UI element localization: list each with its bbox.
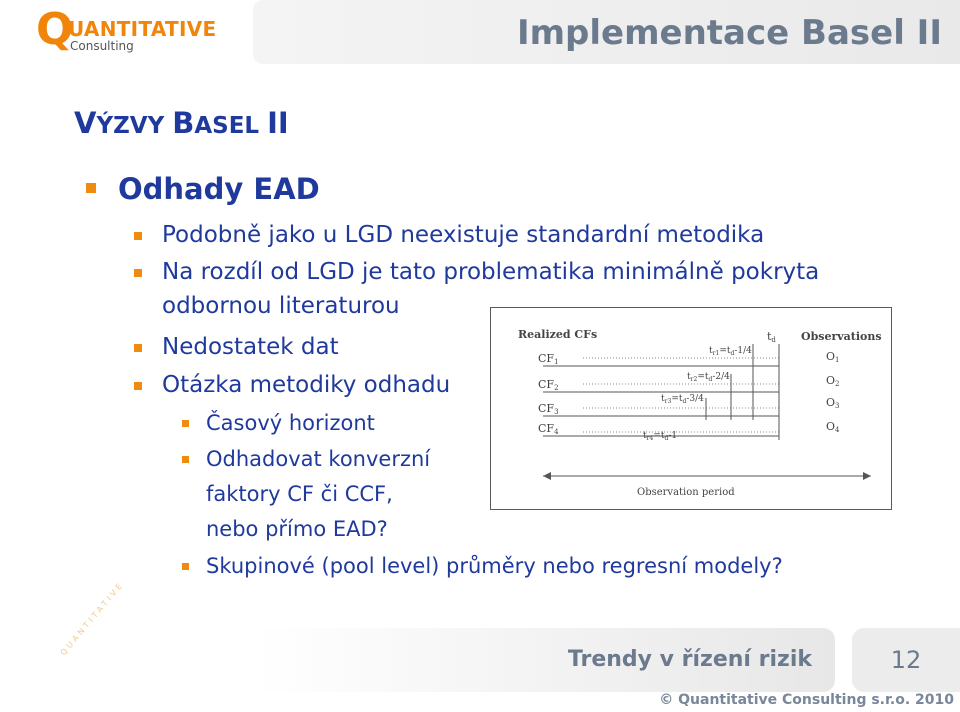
- fig-right-title: Observations: [801, 330, 882, 343]
- bullet-item: Podobně jako u LGD neexistuje standardní metodika: [162, 222, 765, 248]
- sub-bullet-continuation: faktory CF či CCF,: [206, 482, 393, 506]
- page-number: 12: [890, 646, 922, 674]
- company-logo: [36, 4, 236, 58]
- obs-label-3: O3: [826, 396, 840, 410]
- footer-title: Trendy v řízení rizik: [567, 647, 812, 672]
- obs-label-1: O1: [826, 350, 840, 364]
- cf-label-4: CF4: [538, 422, 559, 436]
- obs-label-4: O4: [826, 420, 840, 434]
- bullet-odhady-ead: Odhady EAD: [118, 172, 320, 206]
- figure-diagram: [491, 308, 891, 509]
- watermark-logo: [40, 560, 160, 660]
- sub-bullet-item: Časový horizont: [206, 411, 375, 435]
- bullet-item-continuation: odbornou literaturou: [162, 293, 400, 319]
- cf-label-1: CF1: [538, 352, 559, 366]
- logo-subtitle: Consulting: [70, 39, 134, 53]
- bullet-marker: [182, 456, 189, 463]
- sub-bullet-item: Skupinové (pool level) průměry nebo regresní modely?: [206, 554, 783, 578]
- watermark-text: QUANTITATIVE: [58, 579, 126, 658]
- bullet-marker: [182, 563, 189, 570]
- bullet-marker: [134, 232, 142, 240]
- period-arrow-left: [543, 472, 551, 480]
- t-label-1: $t_{r1}=t_d-1/4$: [709, 346, 752, 357]
- t-label-3: $t_{r3}=t_d-3/4$: [661, 394, 704, 405]
- bullet-marker: [134, 382, 142, 390]
- bullet-item: Otázka metodiky odhadu: [162, 372, 451, 398]
- logo-initial: Q: [36, 4, 74, 55]
- bullet-marker: [182, 420, 189, 427]
- logo-word: UANTITATIVE: [68, 17, 217, 41]
- bullet-marker: [134, 344, 142, 352]
- period-label: Observation period: [637, 487, 735, 498]
- period-arrow-right: [863, 472, 871, 480]
- fig-td-label: td: [767, 330, 776, 344]
- t-label-4: $t_{r4}=t_d-1$: [643, 431, 678, 442]
- bullet-marker: [86, 183, 96, 193]
- section-heading: VÝZVY BASEL II: [74, 106, 289, 140]
- sub-bullet-item: Odhadovat konverzní: [206, 447, 431, 471]
- sub-bullet-continuation: nebo přímo EAD?: [206, 517, 388, 541]
- fig-left-title: Realized CFs: [518, 328, 598, 341]
- cf-label-3: CF3: [538, 402, 559, 416]
- bullet-marker: [134, 269, 142, 277]
- bullet-item: Na rozdíl od LGD je tato problematika minimálně pokryta: [162, 259, 820, 285]
- ead-observation-figure: [490, 307, 892, 510]
- copyright: © Quantitative Consulting s.r.o. 2010: [659, 692, 954, 708]
- title-bar: [253, 0, 960, 64]
- cf-label-2: CF2: [538, 378, 559, 392]
- page-title: Implementace Basel II: [516, 13, 942, 53]
- obs-label-2: O2: [826, 374, 840, 388]
- bullet-item: Nedostatek dat: [162, 334, 339, 360]
- t-label-2: $t_{r2}=t_d-2/4$: [687, 372, 730, 383]
